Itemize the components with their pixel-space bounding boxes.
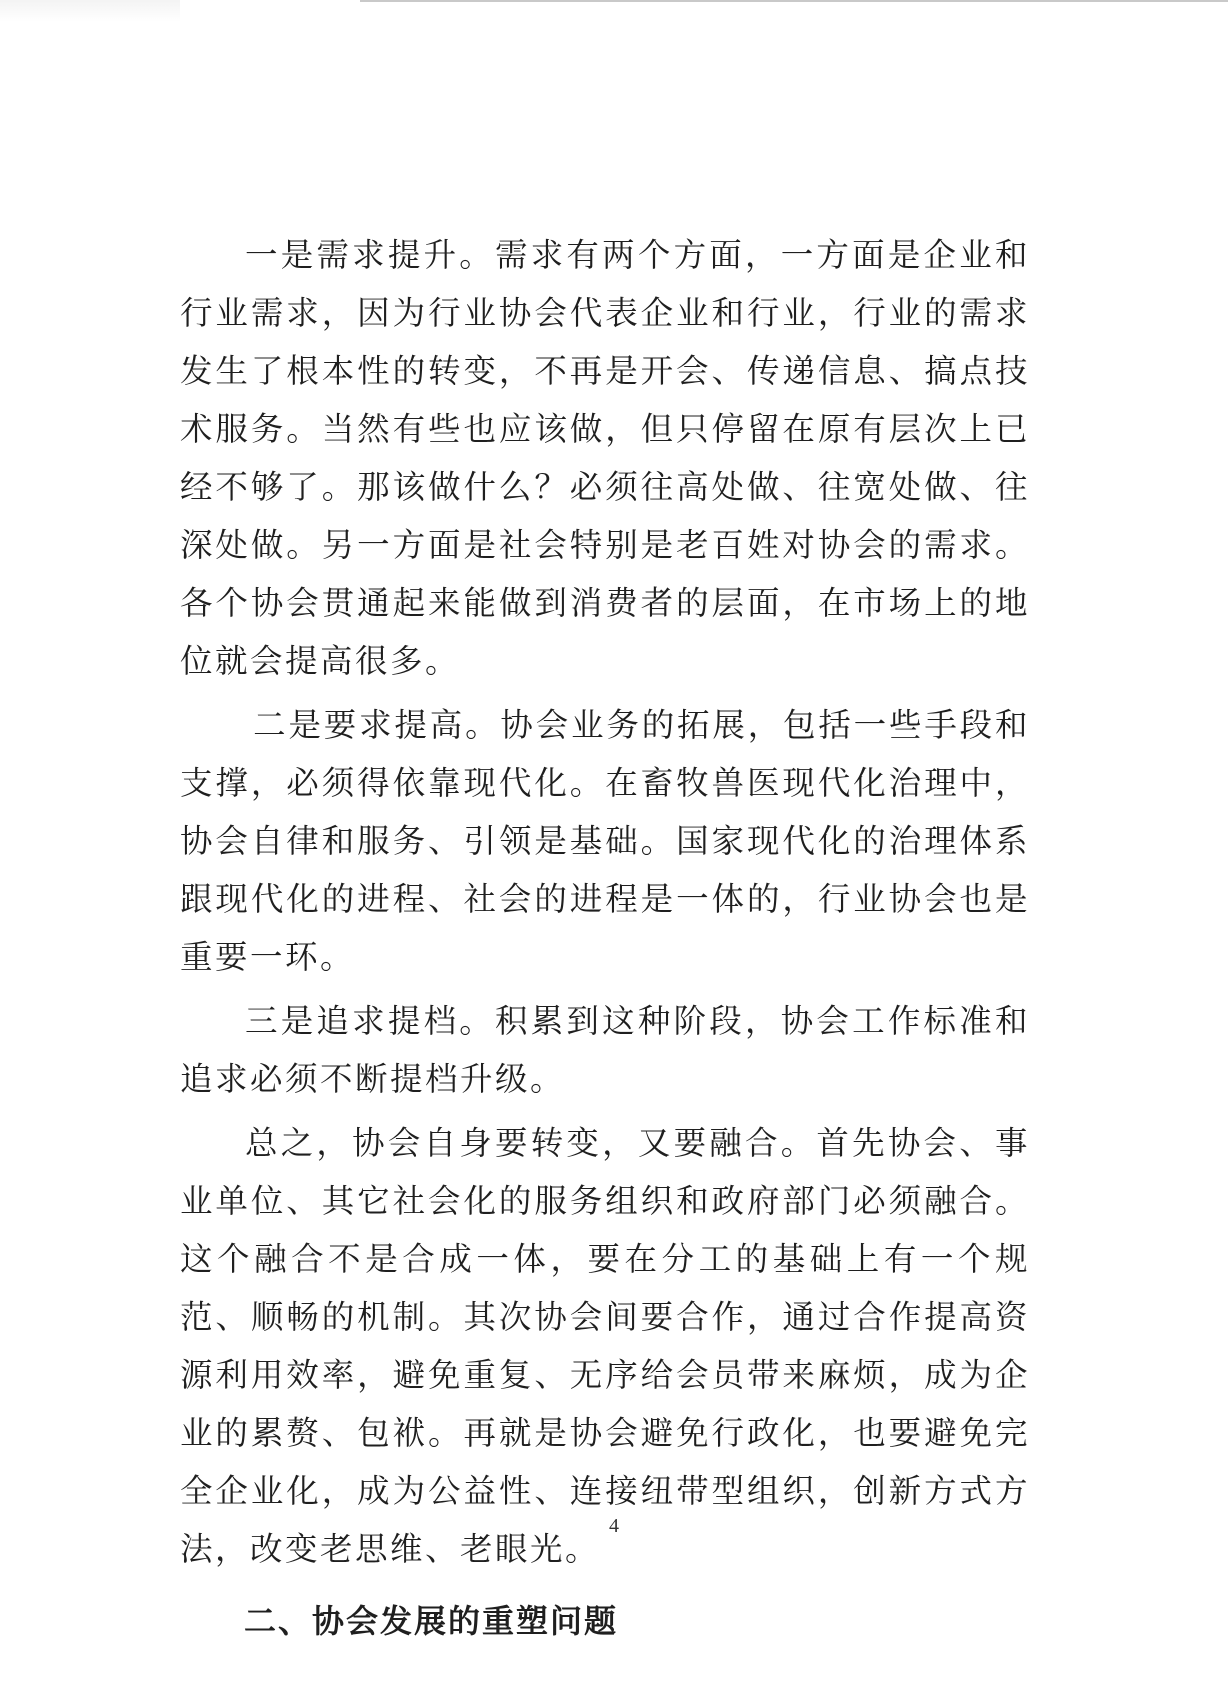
document-body [180,226,1030,1650]
scan-edge-line [360,0,1228,2]
section-heading: 二、协会发展的重塑问题 [244,1602,619,1640]
paragraph-pursuit-upgrade: 三是追求提档。积累到这种阶段，协会工作标准和追求必须不断提档升级。 [180,1002,1030,1098]
scan-shadow [0,0,180,22]
paragraph-summary: 总之，协会自身要转变，又要融合。首先协会、事业单位、其它社会化的服务组织和政府部门必须融合。这个融合不是合成一体，要在分工的基础上有一个规范、顺畅的机制。其次协会间要合作，通过合作提高资源利用效率，避免重复、无序给会员带来麻烦，成为企业的累赘、包袱。再就是协会避免行政化，也要避免完全企业化，成为公益性、连接纽带型组织，创新方式方法，改变老思维、老眼光。 [180,1124,1030,1568]
page-number: 4 [609,1515,619,1537]
paragraph-requirement-raise: 二是要求提高。协会业务的拓展，包括一些手段和支撑，必须得依靠现代化。在畜牧兽医现代化治理中，协会自律和服务、引领是基础。国家现代化的治理体系跟现代化的进程、社会的进程是一体的，行业协会也是重要一环。 [180,706,1030,976]
paragraph-demand-upgrade: 一是需求提升。需求有两个方面，一方面是企业和行业需求，因为行业协会代表企业和行业，行业的需求发生了根本性的转变，不再是开会、传递信息、搞点技术服务。当然有些也应该做，但只停留在原有层次上已经不够了。那该做什么？必须往高处做、往宽处做、往深处做。另一方面是社会特别是老百姓对协会的需求。各个协会贯通起来能做到消费者的层面，在市场上的地位就会提高很多。 [180,236,1030,680]
